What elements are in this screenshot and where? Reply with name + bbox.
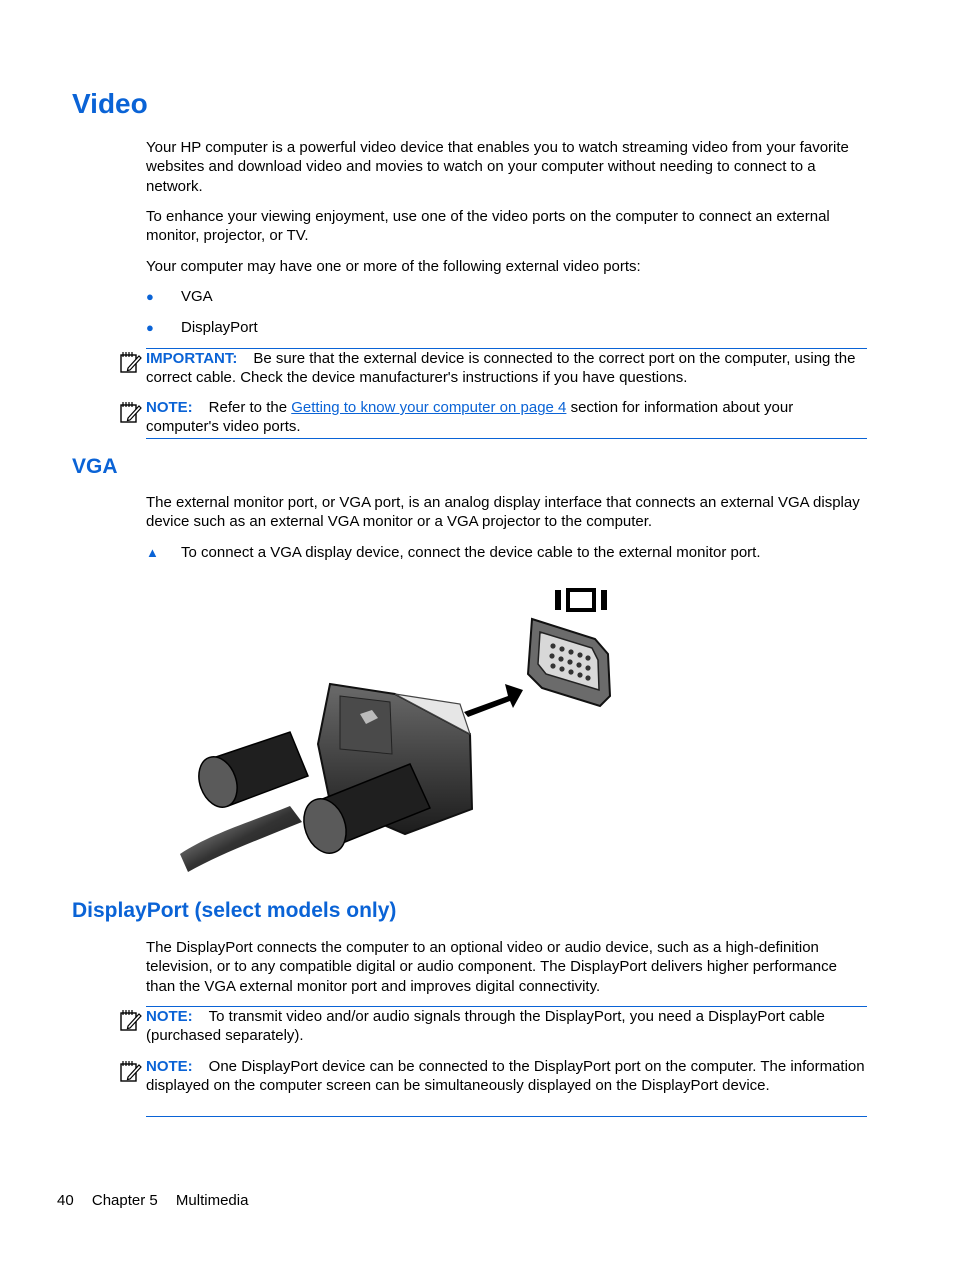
insert-arrow-icon [464, 684, 523, 717]
important-note-text [146, 349, 867, 388]
list-item-label: VGA [181, 288, 213, 305]
page-number: 40 [57, 1192, 74, 1209]
vga-port [528, 619, 610, 706]
thumbscrew-left [192, 732, 308, 813]
note-pad-icon [118, 350, 142, 374]
monitor-port-icon [555, 590, 607, 610]
note-bottom-rule [146, 1116, 867, 1117]
list-item-label: DisplayPort [181, 319, 258, 336]
getting-to-know-link[interactable]: Getting to know your computer on page 4 [291, 399, 567, 416]
footer-section: Multimedia [175, 1192, 249, 1209]
cable [180, 806, 302, 872]
note-label: NOTE: [146, 1058, 193, 1075]
note-pad-icon [118, 1008, 142, 1032]
intro-paragraph-2: To enhance your viewing enjoyment, use one of the video ports on the computer to connect an external monitor, projector, or TV. [146, 208, 830, 245]
displayport-note-1-text [146, 1007, 867, 1046]
note-body-after: section for information about your computer's video ports. [146, 399, 794, 436]
displayport-paragraph: The DisplayPort connects the computer to an optional video or audio device, such as a high-definition television, or to any compatible digital or audio component. The DisplayPort delivers higher performance than the VGA external monitor port and improves digital connectivity. [146, 939, 837, 995]
note-label: IMPORTANT: [146, 350, 238, 367]
page-title: Video [72, 88, 148, 119]
page-footer [57, 1192, 262, 1209]
bullet-dot-icon: ● [146, 289, 154, 304]
note-bottom-rule [146, 438, 867, 439]
note-pad-icon [118, 1059, 142, 1083]
intro-paragraph-1: Your HP computer is a powerful video device that enables you to watch streaming video from your favorite websites and download video and movies to watch on your computer without needing to connect to a network. [146, 139, 849, 195]
section-heading-vga: VGA [72, 455, 118, 478]
note-body: One DisplayPort device can be connected to the DisplayPort port on the computer. The information displayed on the computer screen can be simultaneously displayed on the DisplayPort device. [146, 1058, 865, 1095]
intro-paragraph-3: Your computer may have one or more of the following external video ports: [146, 258, 641, 275]
note-body: Be sure that the external device is connected to the correct port on the computer, using the correct cable. Check the device manufacturer's instructions if you have questions. [146, 350, 856, 387]
note-label: NOTE: [146, 1008, 193, 1025]
bullet-dot-icon: ● [146, 320, 154, 335]
footer-chapter: Chapter 5 [91, 1192, 158, 1209]
note-label: NOTE: [146, 399, 193, 416]
section-heading-displayport: DisplayPort (select models only) [72, 899, 397, 922]
triangle-step-icon: ▲ [146, 545, 159, 560]
vga-step-text: To connect a VGA display device, connect the device cable to the external monitor port. [181, 544, 761, 561]
note-body-before: Refer to the [208, 399, 288, 416]
vga-paragraph: The external monitor port, or VGA port, is an analog display interface that connects an external VGA display device such as an external VGA monitor or a VGA projector to the computer. [146, 494, 860, 531]
note-ports-text [146, 398, 867, 437]
displayport-note-2-text [146, 1057, 867, 1096]
vga-connector-illustration [180, 584, 630, 874]
note-pad-icon [118, 400, 142, 424]
note-body: To transmit video and/or audio signals through the DisplayPort, you need a DisplayPort cable (purchased separately). [146, 1008, 825, 1045]
